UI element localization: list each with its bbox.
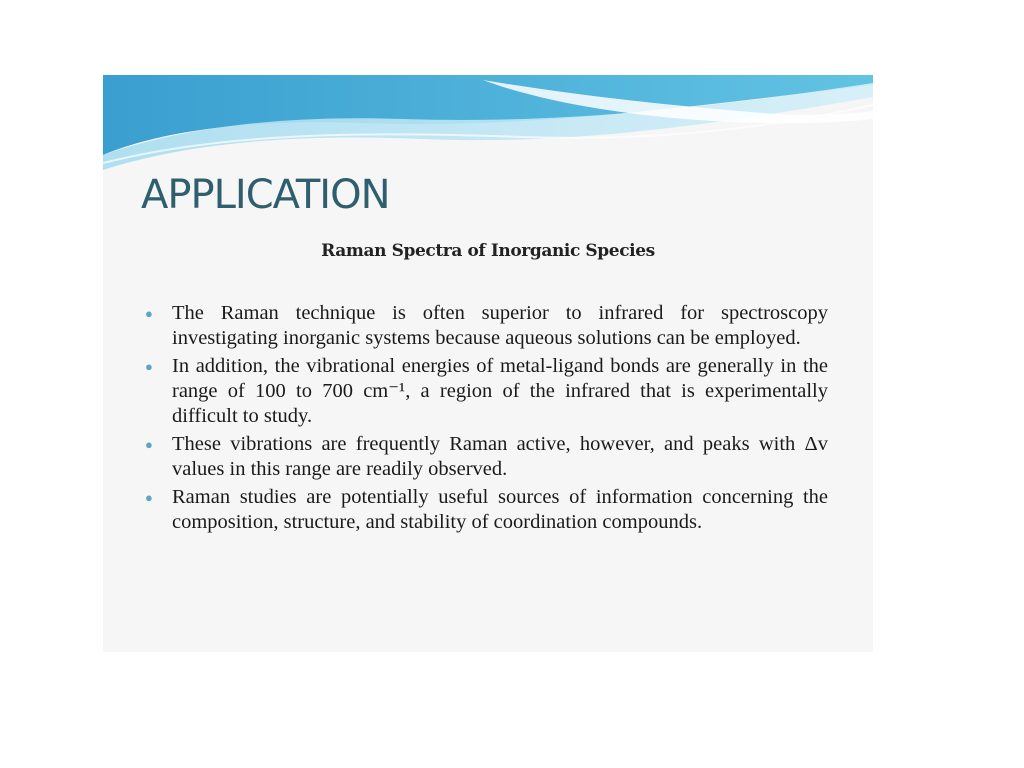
- slide-title: APPLICATION: [141, 172, 390, 218]
- bullet-list: [145, 301, 828, 538]
- bullet-dot-icon: ●: [145, 490, 153, 505]
- bullet-dot-icon: ●: [145, 437, 153, 452]
- bullet-dot-icon: ●: [145, 306, 153, 321]
- wave-banner: [103, 75, 873, 170]
- bullet-item: [145, 432, 828, 482]
- bullet-item: [145, 354, 828, 429]
- bullet-item: [145, 301, 828, 351]
- slide-subtitle: Raman Spectra of Inorganic Species: [321, 241, 655, 261]
- slide: [103, 75, 873, 652]
- bullet-text: In addition, the vibrational energies of metal-ligand bonds are generally in the range of 100 to 700 cm⁻¹, a region of the infrared that is experimentally difficult to study.: [172, 355, 828, 427]
- bullet-text: These vibrations are frequently Raman active, however, and peaks with Δv values in this range are readily observed.: [172, 433, 828, 480]
- bullet-text: The Raman technique is often superior to infrared for spectroscopy investigating inorganic systems because aqueous solutions can be employed.: [172, 302, 828, 349]
- bullet-dot-icon: ●: [145, 359, 153, 374]
- bullet-item: [145, 485, 828, 535]
- bullet-text: Raman studies are potentially useful sources of information concerning the composition, structure, and stability of coordination compounds.: [172, 486, 828, 533]
